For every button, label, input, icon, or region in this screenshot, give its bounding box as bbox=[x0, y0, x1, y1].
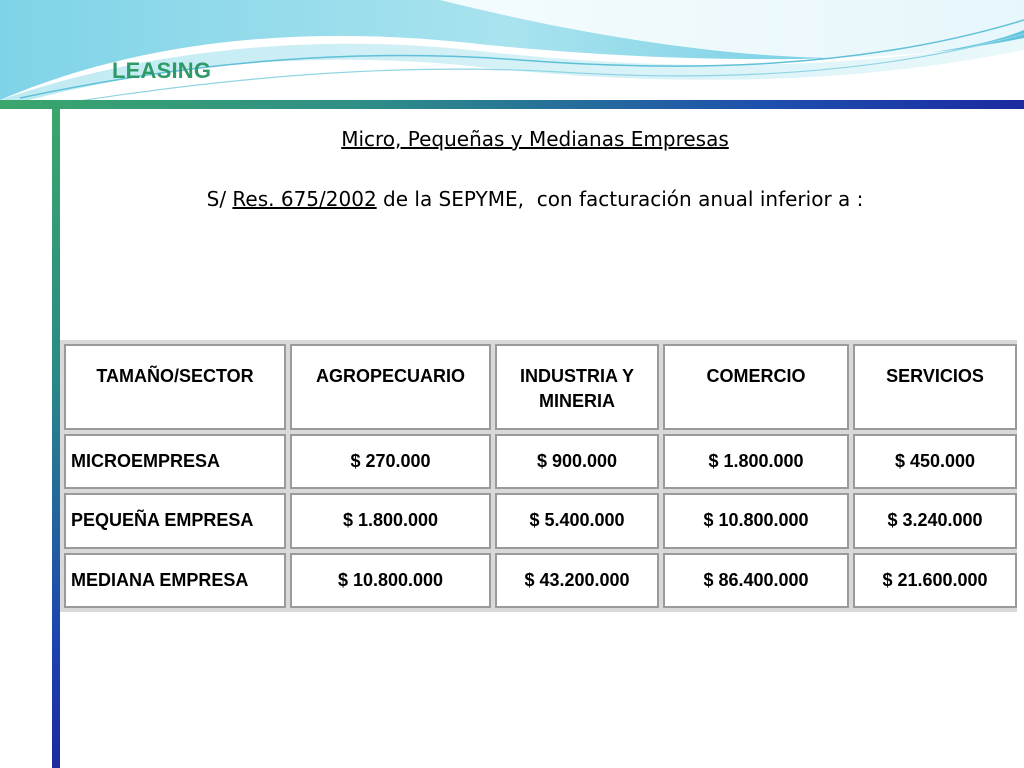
column-header: COMERCIO bbox=[663, 344, 849, 430]
left-accent-bar bbox=[52, 109, 60, 768]
column-header: SERVICIOS bbox=[853, 344, 1017, 430]
resolution-reference: Res. 675/2002 bbox=[232, 187, 377, 211]
table-header-row bbox=[64, 344, 1017, 430]
table-cell: $ 10.800.000 bbox=[663, 493, 849, 548]
table-cell: $ 86.400.000 bbox=[663, 553, 849, 608]
table-cell: $ 900.000 bbox=[495, 434, 659, 489]
revenue-threshold-table bbox=[60, 340, 1017, 612]
table-row bbox=[64, 553, 1017, 608]
slide-subheading bbox=[60, 187, 1010, 211]
row-label: PEQUEÑA EMPRESA bbox=[64, 493, 286, 548]
table-row bbox=[64, 493, 1017, 548]
slide-heading: Micro, Pequeñas y Medianas Empresas bbox=[341, 127, 729, 151]
threshold-grid bbox=[60, 340, 1021, 612]
column-header: TAMAÑO/SECTOR bbox=[64, 344, 286, 430]
column-header: AGROPECUARIO bbox=[290, 344, 491, 430]
table-cell: $ 43.200.000 bbox=[495, 553, 659, 608]
table-row bbox=[64, 434, 1017, 489]
top-divider bbox=[0, 100, 1024, 109]
table-cell: $ 21.600.000 bbox=[853, 553, 1017, 608]
subheading-prefix: S/ bbox=[206, 187, 233, 211]
row-label: MICROEMPRESA bbox=[64, 434, 286, 489]
table-cell: $ 270.000 bbox=[290, 434, 491, 489]
brand-title: LEASING bbox=[112, 58, 212, 83]
column-header: INDUSTRIA Y MINERIA bbox=[495, 344, 659, 430]
row-label: MEDIANA EMPRESA bbox=[64, 553, 286, 608]
header-wave-graphic bbox=[0, 0, 1024, 110]
subheading-suffix: de la SEPYME, con facturación anual inferior a : bbox=[376, 187, 864, 211]
table-cell: $ 3.240.000 bbox=[853, 493, 1017, 548]
table-cell: $ 1.800.000 bbox=[290, 493, 491, 548]
table-cell: $ 10.800.000 bbox=[290, 553, 491, 608]
table-cell: $ 5.400.000 bbox=[495, 493, 659, 548]
table-cell: $ 450.000 bbox=[853, 434, 1017, 489]
table-cell: $ 1.800.000 bbox=[663, 434, 849, 489]
